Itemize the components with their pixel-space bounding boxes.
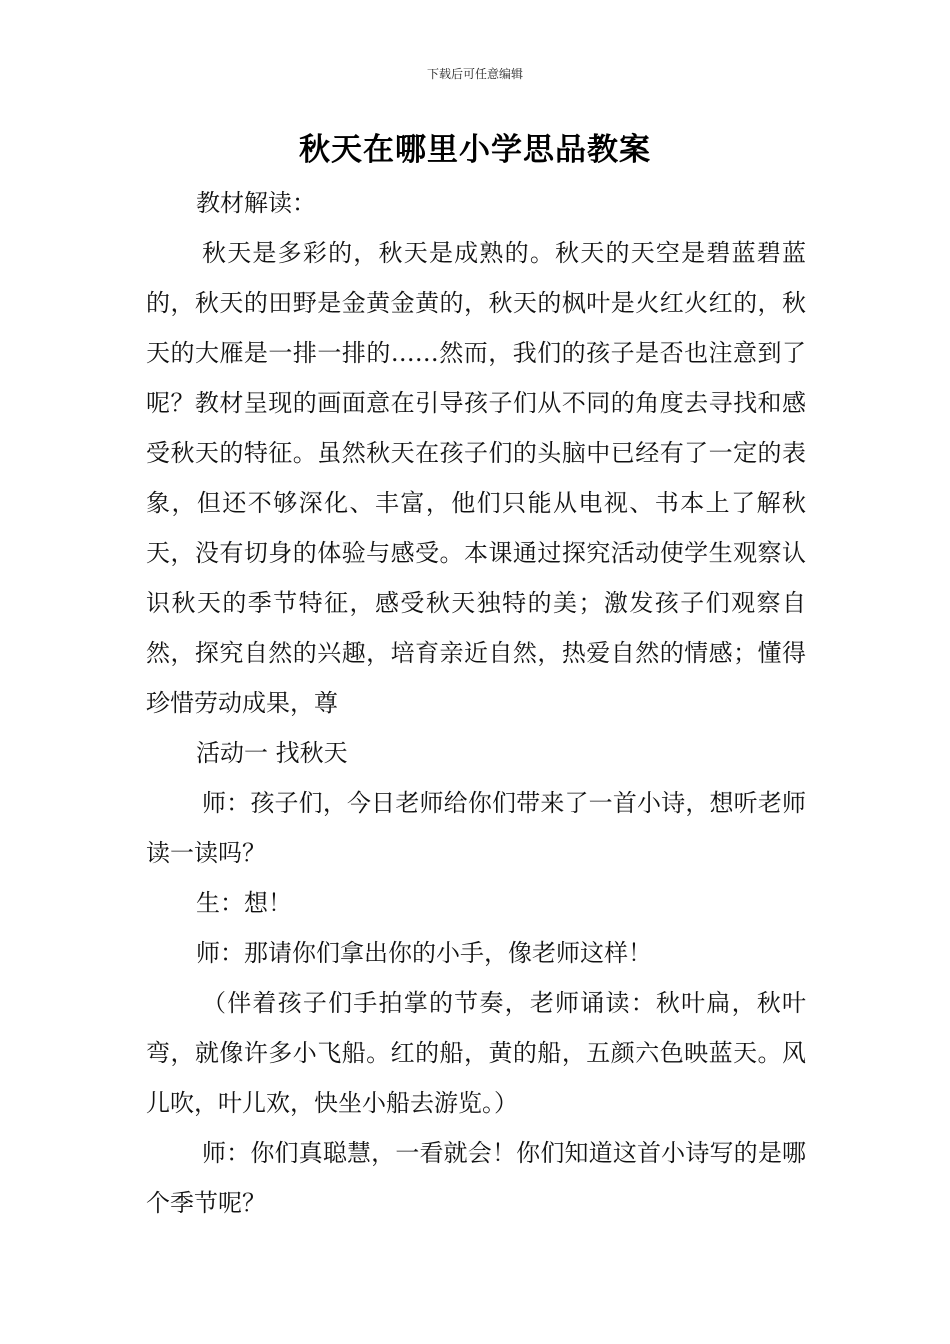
paragraph-materials: 秋天是多彩的，秋天是成熟的。秋天的天空是碧蓝碧蓝的，秋天的田野是金黄金黄的，秋天的枫叶是火红火红的，秋天的大雁是一排一排的……然而，我们的孩子是否也注意到了呢？教材呈现的画面意在引导孩子们从不同的角度去寻找和感受秋天的特征。虽然秋天在孩子们的头脑中已经有了一定的表象，但还不够深化、丰富，他们只能从电视、书本上了解秋天，没有切身的体验与感受。本课通过探究活动使学生观察认识秋天的季节特征，感受秋天独特的美；激发孩子们观察自然，探究自然的兴趣，培育亲近自然，热爱自然的情感；懂得珍惜劳动成果，尊 (146, 239, 806, 717)
section-heading-activity-1: 活动一 找秋天 (196, 739, 348, 767)
header-note: 下载后可任意编辑 (426, 67, 523, 81)
dialogue-teacher-1: 师：孩子们，今日老师给你们带来了一首小诗，想听老师读一读吗？ (146, 789, 806, 867)
page-title: 秋天在哪里小学思品教案 (299, 132, 651, 168)
dialogue-teacher-2: 师：那请你们拿出你的小手，像老师这样！ (196, 939, 652, 967)
poem-recitation: （伴着孩子们手拍掌的节奏，老师诵读：秋叶扁，秋叶弯，就像许多小飞船。红的船，黄的船，五颜六色映蓝天。风儿吹，叶儿欢，快坐小船去游览。） (146, 989, 806, 1117)
dialogue-teacher-3: 师：你们真聪慧，一看就会！你们知道这首小诗写的是哪个季节呢？ (146, 1139, 806, 1217)
section-heading-materials: 教材解读： (196, 189, 316, 217)
document-body (146, 178, 806, 1228)
dialogue-student-1: 生：想！ (196, 889, 292, 917)
